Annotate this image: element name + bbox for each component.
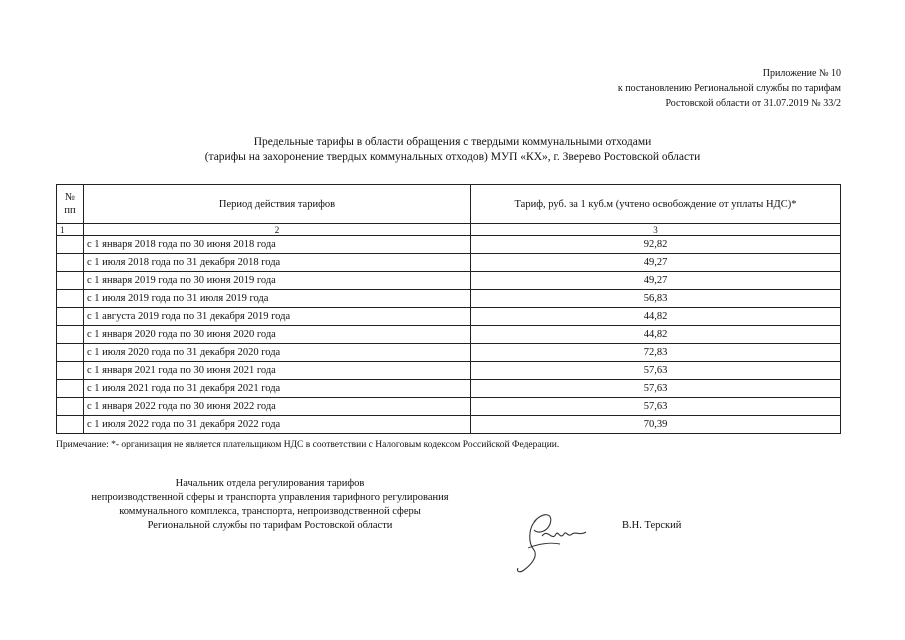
row-tariff: 92,82 bbox=[471, 236, 841, 254]
row-period: с 1 января 2022 года по 30 июня 2022 года bbox=[84, 398, 471, 416]
row-period: с 1 июля 2020 года по 31 декабря 2020 года bbox=[84, 344, 471, 362]
appendix-reference bbox=[618, 66, 841, 111]
header-tariff: Тариф, руб. за 1 куб.м (учтено освобождение от уплаты НДС)* bbox=[471, 185, 841, 224]
table-row bbox=[57, 254, 841, 272]
row-tariff: 44,82 bbox=[471, 326, 841, 344]
column-number: 1 bbox=[57, 224, 84, 236]
signatory-line-3: коммунального комплекса, транспорта, непроизводственной сферы bbox=[119, 506, 421, 517]
row-period: с 1 июля 2021 года по 31 декабря 2021 года bbox=[84, 380, 471, 398]
row-period: с 1 июля 2018 года по 31 декабря 2018 года bbox=[84, 254, 471, 272]
handwritten-signature bbox=[498, 498, 598, 578]
signatory-name: В.Н. Терский bbox=[622, 520, 682, 531]
row-number bbox=[57, 272, 84, 290]
row-tariff: 57,63 bbox=[471, 362, 841, 380]
signatory-line-1: Начальник отдела регулирования тарифов bbox=[175, 478, 365, 489]
row-period: с 1 августа 2019 года по 31 декабря 2019 года bbox=[84, 308, 471, 326]
signatory-position bbox=[0, 477, 540, 533]
appendix-decree: к постановлению Региональной службы по тарифам bbox=[617, 83, 841, 94]
column-number: 2 bbox=[84, 224, 471, 236]
row-tariff: 49,27 bbox=[471, 254, 841, 272]
column-number-row bbox=[57, 224, 841, 236]
row-period: с 1 января 2019 года по 30 июня 2019 года bbox=[84, 272, 471, 290]
table-row bbox=[57, 290, 841, 308]
row-period: с 1 января 2021 года по 30 июня 2021 года bbox=[84, 362, 471, 380]
row-number bbox=[57, 362, 84, 380]
signatory-line-4: Региональной службы по тарифам Ростовской области bbox=[147, 520, 393, 531]
row-number bbox=[57, 308, 84, 326]
row-period: с 1 января 2018 года по 30 июня 2018 года bbox=[84, 236, 471, 254]
row-tariff: 57,63 bbox=[471, 380, 841, 398]
appendix-date: Ростовской области от 31.07.2019 № 33/2 bbox=[665, 98, 841, 109]
table-row bbox=[57, 416, 841, 434]
row-tariff: 49,27 bbox=[471, 272, 841, 290]
table-row bbox=[57, 362, 841, 380]
row-tariff: 44,82 bbox=[471, 308, 841, 326]
row-tariff: 72,83 bbox=[471, 344, 841, 362]
table-row bbox=[57, 272, 841, 290]
table-note: Примечание: *- организация не является плательщиком НДС в соответствии с Налоговым кодексом Российской Федерации. bbox=[56, 440, 560, 450]
table-row bbox=[57, 326, 841, 344]
table-row bbox=[57, 344, 841, 362]
title-line-2: (тарифы на захоронение твердых коммунальных отходов) МУП «КХ», г. Зверево Ростовской области bbox=[204, 151, 701, 163]
header-number bbox=[57, 185, 84, 224]
tariff-table bbox=[56, 184, 841, 434]
row-number bbox=[57, 380, 84, 398]
row-tariff: 56,83 bbox=[471, 290, 841, 308]
row-number bbox=[57, 344, 84, 362]
table-row bbox=[57, 398, 841, 416]
column-number: 3 bbox=[471, 224, 841, 236]
row-period: с 1 июля 2022 года по 31 декабря 2022 года bbox=[84, 416, 471, 434]
signatory-line-2: непроизводственной сферы и транспорта управления тарифного регулирования bbox=[91, 492, 449, 503]
table-header-row bbox=[57, 185, 841, 224]
row-number bbox=[57, 236, 84, 254]
row-number bbox=[57, 326, 84, 344]
title-line-1: Предельные тарифы в области обращения с твердыми коммунальными отходами bbox=[253, 136, 652, 148]
header-number-line2: пп bbox=[64, 205, 76, 216]
row-period: с 1 января 2020 года по 30 июня 2020 года bbox=[84, 326, 471, 344]
row-tariff: 57,63 bbox=[471, 398, 841, 416]
document-title bbox=[0, 135, 905, 165]
row-number bbox=[57, 416, 84, 434]
appendix-number: Приложение № 10 bbox=[762, 68, 841, 79]
table-row bbox=[57, 236, 841, 254]
header-period: Период действия тарифов bbox=[84, 185, 471, 224]
row-number bbox=[57, 398, 84, 416]
row-tariff: 70,39 bbox=[471, 416, 841, 434]
row-number bbox=[57, 254, 84, 272]
row-number bbox=[57, 290, 84, 308]
header-number-line1: № bbox=[64, 192, 76, 203]
row-period: с 1 июля 2019 года по 31 июля 2019 года bbox=[84, 290, 471, 308]
table-row bbox=[57, 308, 841, 326]
table-row bbox=[57, 380, 841, 398]
